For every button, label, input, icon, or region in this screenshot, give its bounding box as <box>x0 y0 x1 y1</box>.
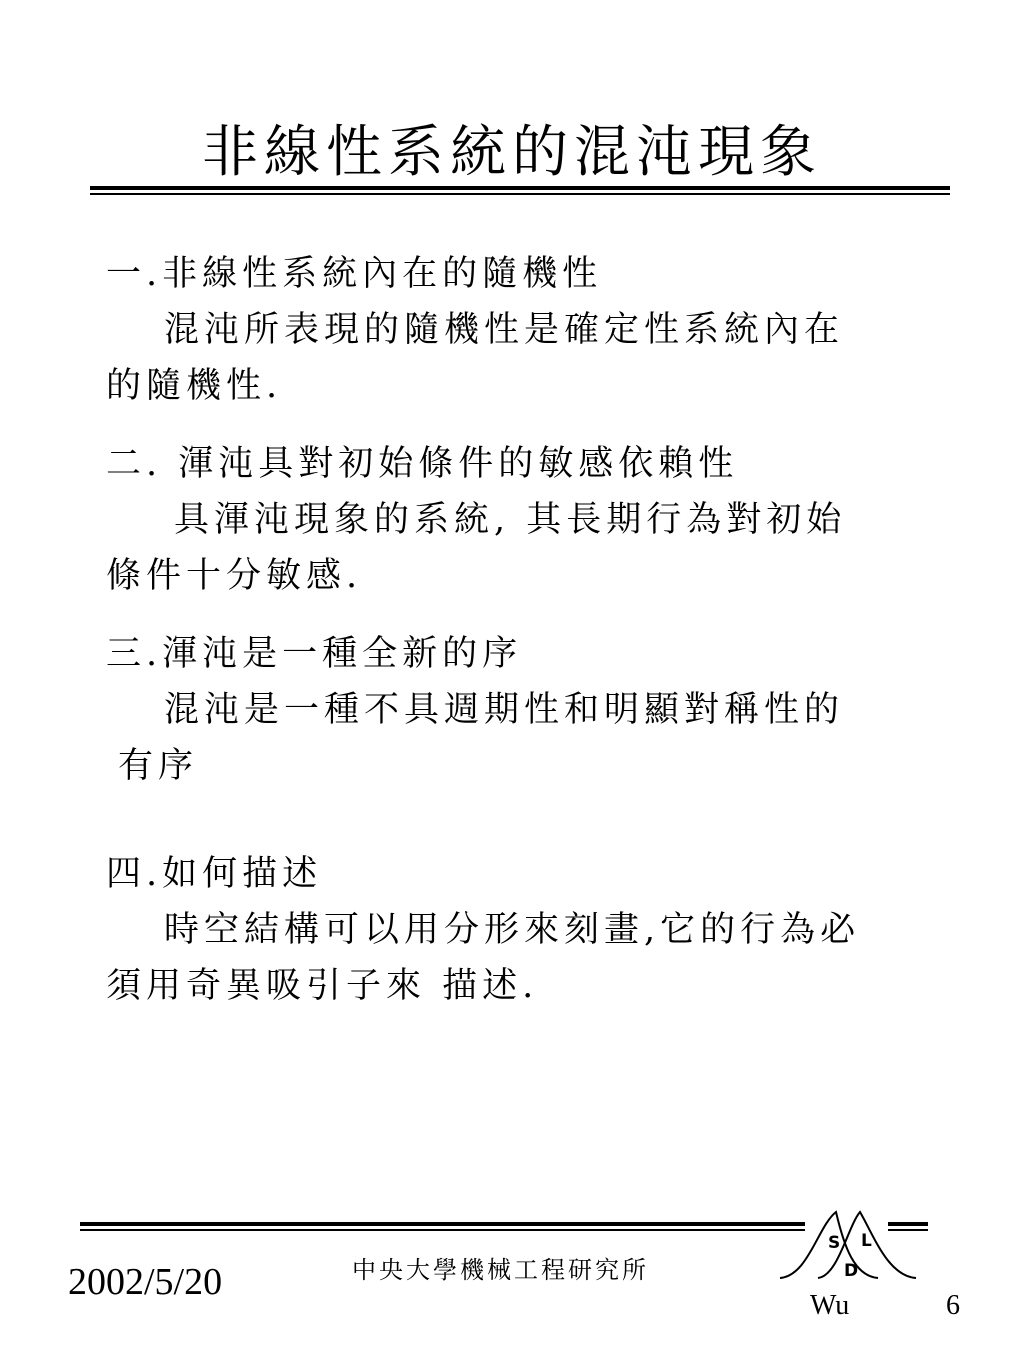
section-body-line: 混沌所表現的隨機性是確定性系統內在 <box>164 310 845 350</box>
title-rule <box>90 186 950 190</box>
section-1 <box>106 246 946 414</box>
logo-letter-d: D <box>844 1261 859 1281</box>
page-number: 6 <box>946 1290 960 1321</box>
logo-letter-s: S <box>828 1233 841 1253</box>
section-body-line: 須用奇異吸引子來 描述. <box>106 966 539 1006</box>
footer-date: 2002/5/20 <box>68 1261 223 1303</box>
slide-content <box>106 246 946 1036</box>
section-4 <box>106 846 946 1014</box>
sdl-logo <box>778 1206 918 1286</box>
section-body-line: 混沌是一種不具週期性和明顯對稱性的 <box>164 690 845 730</box>
section-body-line: 的隨機性. <box>106 366 283 406</box>
section-body-line: 具渾沌現象的系統, 其長期行為對初始 <box>174 500 847 540</box>
section-heading: 三.渾沌是一種全新的序 <box>106 634 523 674</box>
page-title: 非線性系統的混沌現象 <box>202 120 822 185</box>
footer-author: Wu <box>810 1290 850 1321</box>
section-3 <box>106 626 946 794</box>
section-body-line: 條件十分敏感. <box>106 556 363 596</box>
section-heading: 二. 渾沌具對初始條件的敏感依賴性 <box>106 444 739 484</box>
section-heading: 四.如何描述 <box>106 854 323 894</box>
footer-rule-thin <box>80 1229 805 1231</box>
section-body-line: 時空結構可以用分形來刻畫,它的行為必 <box>164 910 861 950</box>
footer-rule <box>80 1222 805 1226</box>
section-heading: 一.非線性系統內在的隨機性 <box>106 254 603 294</box>
footer-institute: 中央大學機械工程研究所 <box>352 1256 649 1284</box>
logo-letter-l: L <box>861 1231 872 1251</box>
section-2 <box>106 436 946 604</box>
section-body-line: 有序 <box>118 746 199 786</box>
title-rule-thin <box>90 193 950 195</box>
